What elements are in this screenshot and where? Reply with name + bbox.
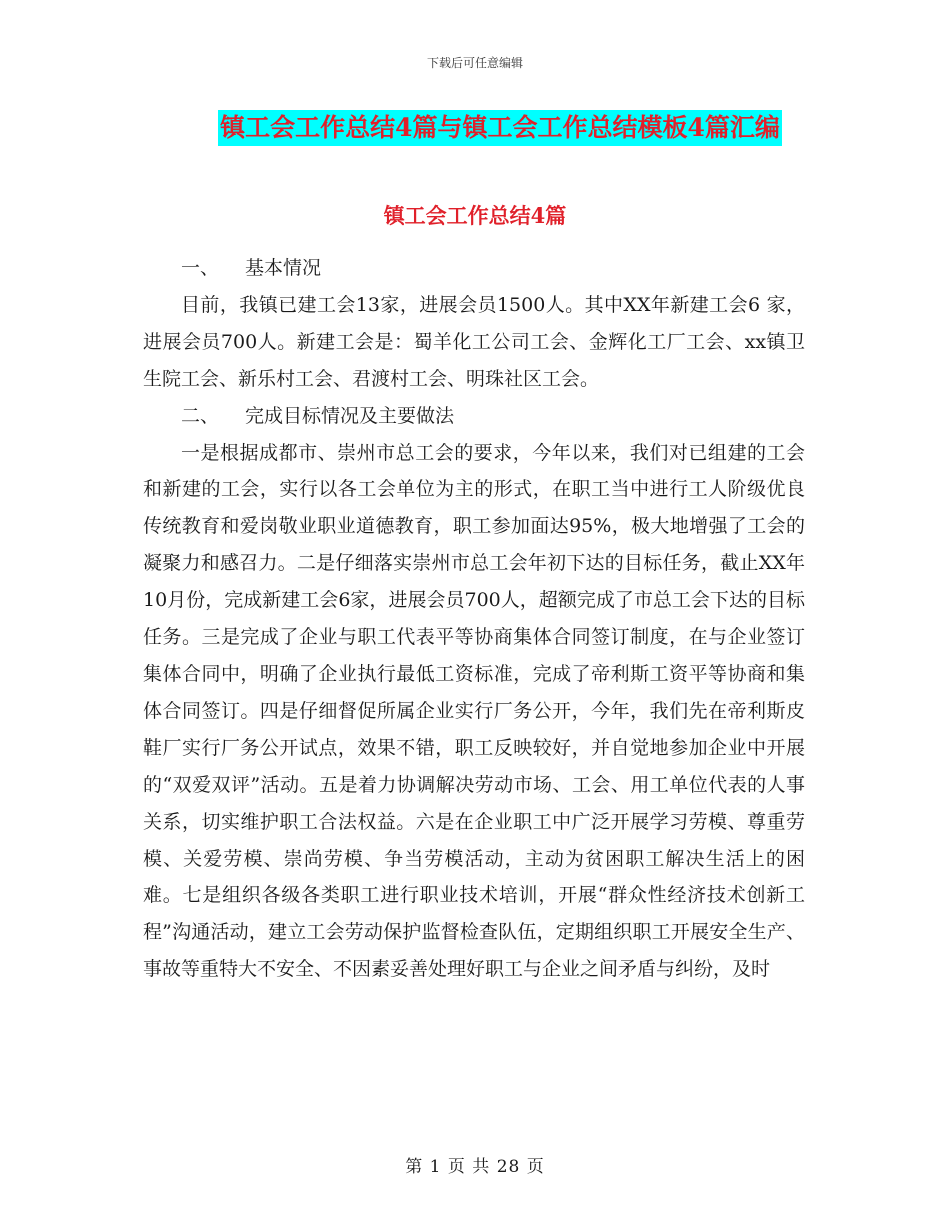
main-title-container bbox=[0, 110, 950, 146]
section-heading-2 bbox=[143, 398, 805, 435]
section-heading-1 bbox=[143, 250, 805, 287]
section-number: 一、 bbox=[181, 257, 220, 279]
paragraph-basic-situation: 目前，我镇已建工会13家，进展会员1500人。其中XX年新建工会6 家，进展会员700人。新建工会是：蜀羊化工公司工会、金辉化工厂工会、xx镇卫生院工会、新乐村工会、君渡村工会、明珠社区工会。 bbox=[143, 293, 805, 390]
section-title: 完成目标情况及主要做法 bbox=[245, 404, 455, 427]
document-body bbox=[143, 250, 805, 988]
main-title: 镇工会工作总结4篇与镇工会工作总结模板4篇汇编 bbox=[218, 110, 782, 146]
page-footer: 第 1 页 共 28 页 bbox=[405, 1157, 545, 1177]
header-note: 下载后可任意编辑 bbox=[426, 56, 523, 70]
section-number: 二、 bbox=[181, 404, 220, 427]
sub-title: 镇工会工作总结4篇 bbox=[383, 203, 567, 228]
section-title: 基本情况 bbox=[245, 257, 322, 279]
paragraph-main-practices: 一是根据成都市、崇州市总工会的要求，今年以来，我们对已组建的工会和新建的工会，实行以各工会单位为主的形式，在职工当中进行工人阶级优良传统教育和爱岗敬业职业道德教育，职工参加面达95%，极大地增强了工会的凝聚力和感召力。二是仔细落实崇州市总工会年初下达的目标任务，截止XX年10月份，完成新建工会6家，进展会员700人，超额完成了市总工会下达的目标任务。三是完成了企业与职工代表平等协商集体合同签订制度，在与企业签订集体合同中，明确了企业执行最低工资标准，完成了帝利斯工资平等协商和集体合同签订。四是仔细督促所属企业实行厂务公开，今年，我们先在帝利斯皮鞋厂实行厂务公开试点，效果不错，职工反映较好，并自觉地参加企业中开展的“双爱双评”活动。五是着力协调解决劳动市场、工会、用工单位代表的人事关系，切实维护职工合法权益。六是在企业职工中广泛开展学习劳模、尊重劳模、关爱劳模、崇尚劳模、争当劳模活动，主动为贫困职工解决生活上的困难。七是组织各级各类职工进行职业技术培训，开展“群众性经济技术创新工程”沟通活动，建立工会劳动保护监督检查队伍，定期组织职工开展安全生产、事故等重特大不安全、不因素妥善处理好职工与企业之间矛盾与纠纷，及时 bbox=[143, 441, 805, 981]
